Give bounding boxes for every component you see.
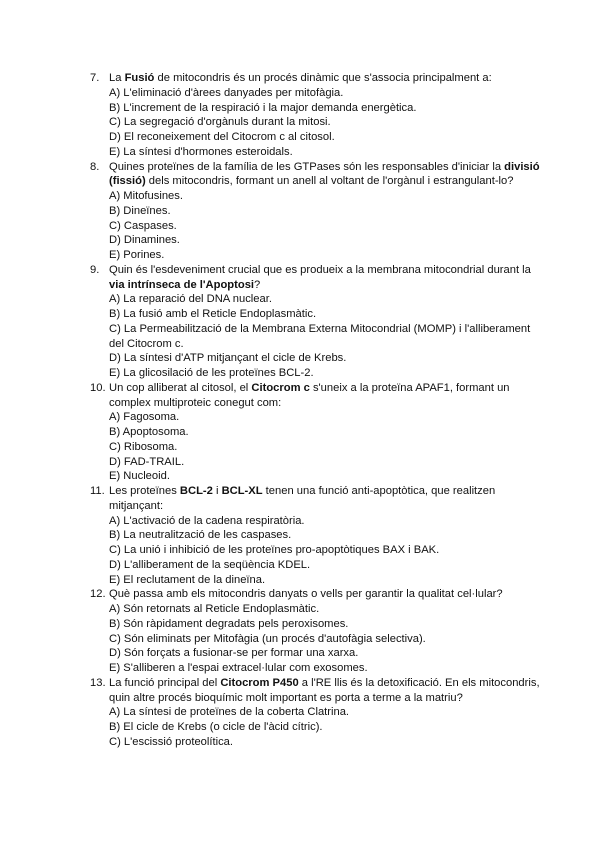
answer-option: E) La glicosilació de les proteïnes BCL-2. xyxy=(109,367,314,379)
question-13 xyxy=(90,676,540,750)
answer-option: D) L'alliberament de la seqüència KDEL. xyxy=(109,558,311,571)
question-key-term: BCL-XL xyxy=(221,485,263,497)
question-text-run: tenen una funció anti-apoptòtica, que realitzen mitjançant: xyxy=(109,485,496,512)
question-text-run: i xyxy=(212,485,222,497)
answer-option: B) Són ràpidament degradats pels peroxisomes. xyxy=(109,617,349,630)
question-number: 13. xyxy=(90,676,106,689)
question-number: 11. xyxy=(90,485,105,497)
question-stem xyxy=(90,676,540,706)
question-7 xyxy=(90,71,540,160)
question-text-run: de mitocondris és un procés dinàmic que s'associa principalment a: xyxy=(154,72,492,84)
question-text xyxy=(109,587,540,602)
answer-option: C) La segregació d'orgànuls durant la mitosi. xyxy=(109,116,331,129)
question-key-term: divisió (fissió) xyxy=(109,160,540,188)
question-text-run: La funció principal del xyxy=(109,676,221,689)
answer-option: E) La síntesi d'hormones esteroidals. xyxy=(109,145,293,158)
answer-option: E) Nucleoid. xyxy=(109,470,170,483)
question-key-term: via intrínseca de l'Apoptosi xyxy=(109,278,255,291)
answer-options xyxy=(90,189,540,263)
question-text xyxy=(109,676,540,706)
question-8 xyxy=(90,160,540,263)
answer-option: A) La reparació del DNA nuclear. xyxy=(109,293,272,306)
question-key-term: BCL-2 xyxy=(179,485,213,497)
question-10 xyxy=(90,381,540,484)
answer-option: C) Són eliminats per Mitofàgia (un procés d'autofàgia selectiva). xyxy=(109,632,426,645)
answer-option: A) Mitofusines. xyxy=(109,190,183,202)
answer-option: B) Dineïnes. xyxy=(109,204,171,217)
question-number: 7. xyxy=(90,72,100,84)
question-stem xyxy=(90,484,540,514)
answer-option: A) Són retornats al Reticle Endoplasmàtic. xyxy=(109,603,320,615)
answer-option: B) Apoptosoma. xyxy=(109,426,189,438)
question-number: 8. xyxy=(90,160,100,173)
answer-options xyxy=(90,86,540,160)
answer-options xyxy=(90,292,540,381)
question-text-run: Un cop alliberat al citosol, el xyxy=(109,381,252,394)
question-stem xyxy=(90,381,540,411)
answer-option: A) L'activació de la cadena respiratòria. xyxy=(109,514,305,527)
question-9 xyxy=(90,263,540,381)
answer-option: D) Són forçats a fusionar-se per formar una xarxa. xyxy=(109,647,359,660)
answer-option: C) L'escissió proteolítica. xyxy=(109,735,234,748)
question-text-run: Quin és l'esdeveniment crucial que es produeix a la membrana mitocondrial durant la xyxy=(109,263,531,276)
answer-option: D) FAD-TRAIL. xyxy=(109,455,185,468)
question-text-run: Quines proteïnes de la família de les GTPases són les responsables d'iniciar la xyxy=(109,160,505,173)
question-text-run: La xyxy=(109,72,125,84)
answer-option: C) Caspases. xyxy=(109,219,177,232)
answer-option: B) La fusió amb el Reticle Endoplasmàtic. xyxy=(109,308,317,320)
question-text xyxy=(109,71,540,86)
answer-options xyxy=(90,514,540,588)
question-number: 12. xyxy=(90,588,106,601)
question-text-run: Què passa amb els mitocondris danyats o vells per garantir la qualitat cel·lular? xyxy=(109,588,503,601)
answer-option: C) La unió i inhibició de les proteïnes pro-apoptòtiques BAX i BAK. xyxy=(109,544,440,556)
question-text-run: a l'RE llis és la detoxificació. En els mitocondris, quin altre procés bioquímic molt important es porta a terme a la matriu? xyxy=(109,676,540,704)
question-stem xyxy=(90,71,540,86)
answer-option: E) S'alliberen a l'espai extracel·lular com exosomes. xyxy=(109,662,368,674)
answer-option: D) La síntesi d'ATP mitjançant el cicle de Krebs. xyxy=(109,352,347,365)
question-stem xyxy=(90,160,540,190)
answer-options xyxy=(90,602,540,676)
question-number: 9. xyxy=(90,263,100,276)
question-text xyxy=(109,160,540,190)
answer-option: B) La neutralització de les caspases. xyxy=(109,529,292,542)
answer-option: B) El cicle de Krebs (o cicle de l'àcid cítric). xyxy=(109,721,323,733)
question-11 xyxy=(90,484,540,587)
question-key-term: Citocrom c xyxy=(251,381,310,394)
question-text-run: dels mitocondris, formant un anell al voltant de l'orgànul i estrangulant-lo? xyxy=(145,175,514,188)
answer-option: B) L'increment de la respiració i la major demanda energètica. xyxy=(109,101,417,114)
question-12 xyxy=(90,587,540,676)
answer-option: A) La síntesi de proteïnes de la coberta Clatrina. xyxy=(109,706,350,719)
answer-options xyxy=(90,410,540,484)
answer-option: A) L'eliminació d'àrees danyades per mitofàgia. xyxy=(109,86,344,99)
answer-option: E) Porines. xyxy=(109,249,165,261)
question-text-run: Les proteïnes xyxy=(109,485,180,497)
question-key-term: Fusió xyxy=(124,72,155,84)
answer-option: D) Dinamines. xyxy=(109,234,180,247)
question-key-term: Citocrom P450 xyxy=(220,676,299,689)
question-text xyxy=(109,263,540,293)
question-stem xyxy=(90,263,540,293)
answer-option: C) La Permeabilització de la Membrana Externa Mitocondrial (MOMP) i l'alliberament del Citocrom c. xyxy=(109,322,531,350)
question-text xyxy=(109,381,540,411)
answer-options xyxy=(90,705,540,749)
answer-option: A) Fagosoma. xyxy=(109,411,180,424)
question-number: 10. xyxy=(90,381,106,394)
question-text xyxy=(109,484,540,514)
answer-option: C) Ribosoma. xyxy=(109,440,178,453)
question-text-run: s'uneix a la proteïna APAF1, formant un complex multiproteic conegut com: xyxy=(109,381,510,409)
question-text-run: ? xyxy=(254,278,261,291)
question-list xyxy=(90,71,540,750)
question-stem xyxy=(90,587,540,602)
answer-option: D) El reconeixement del Citocrom c al citosol. xyxy=(109,131,335,143)
answer-option: E) El reclutament de la dineïna. xyxy=(109,573,266,586)
